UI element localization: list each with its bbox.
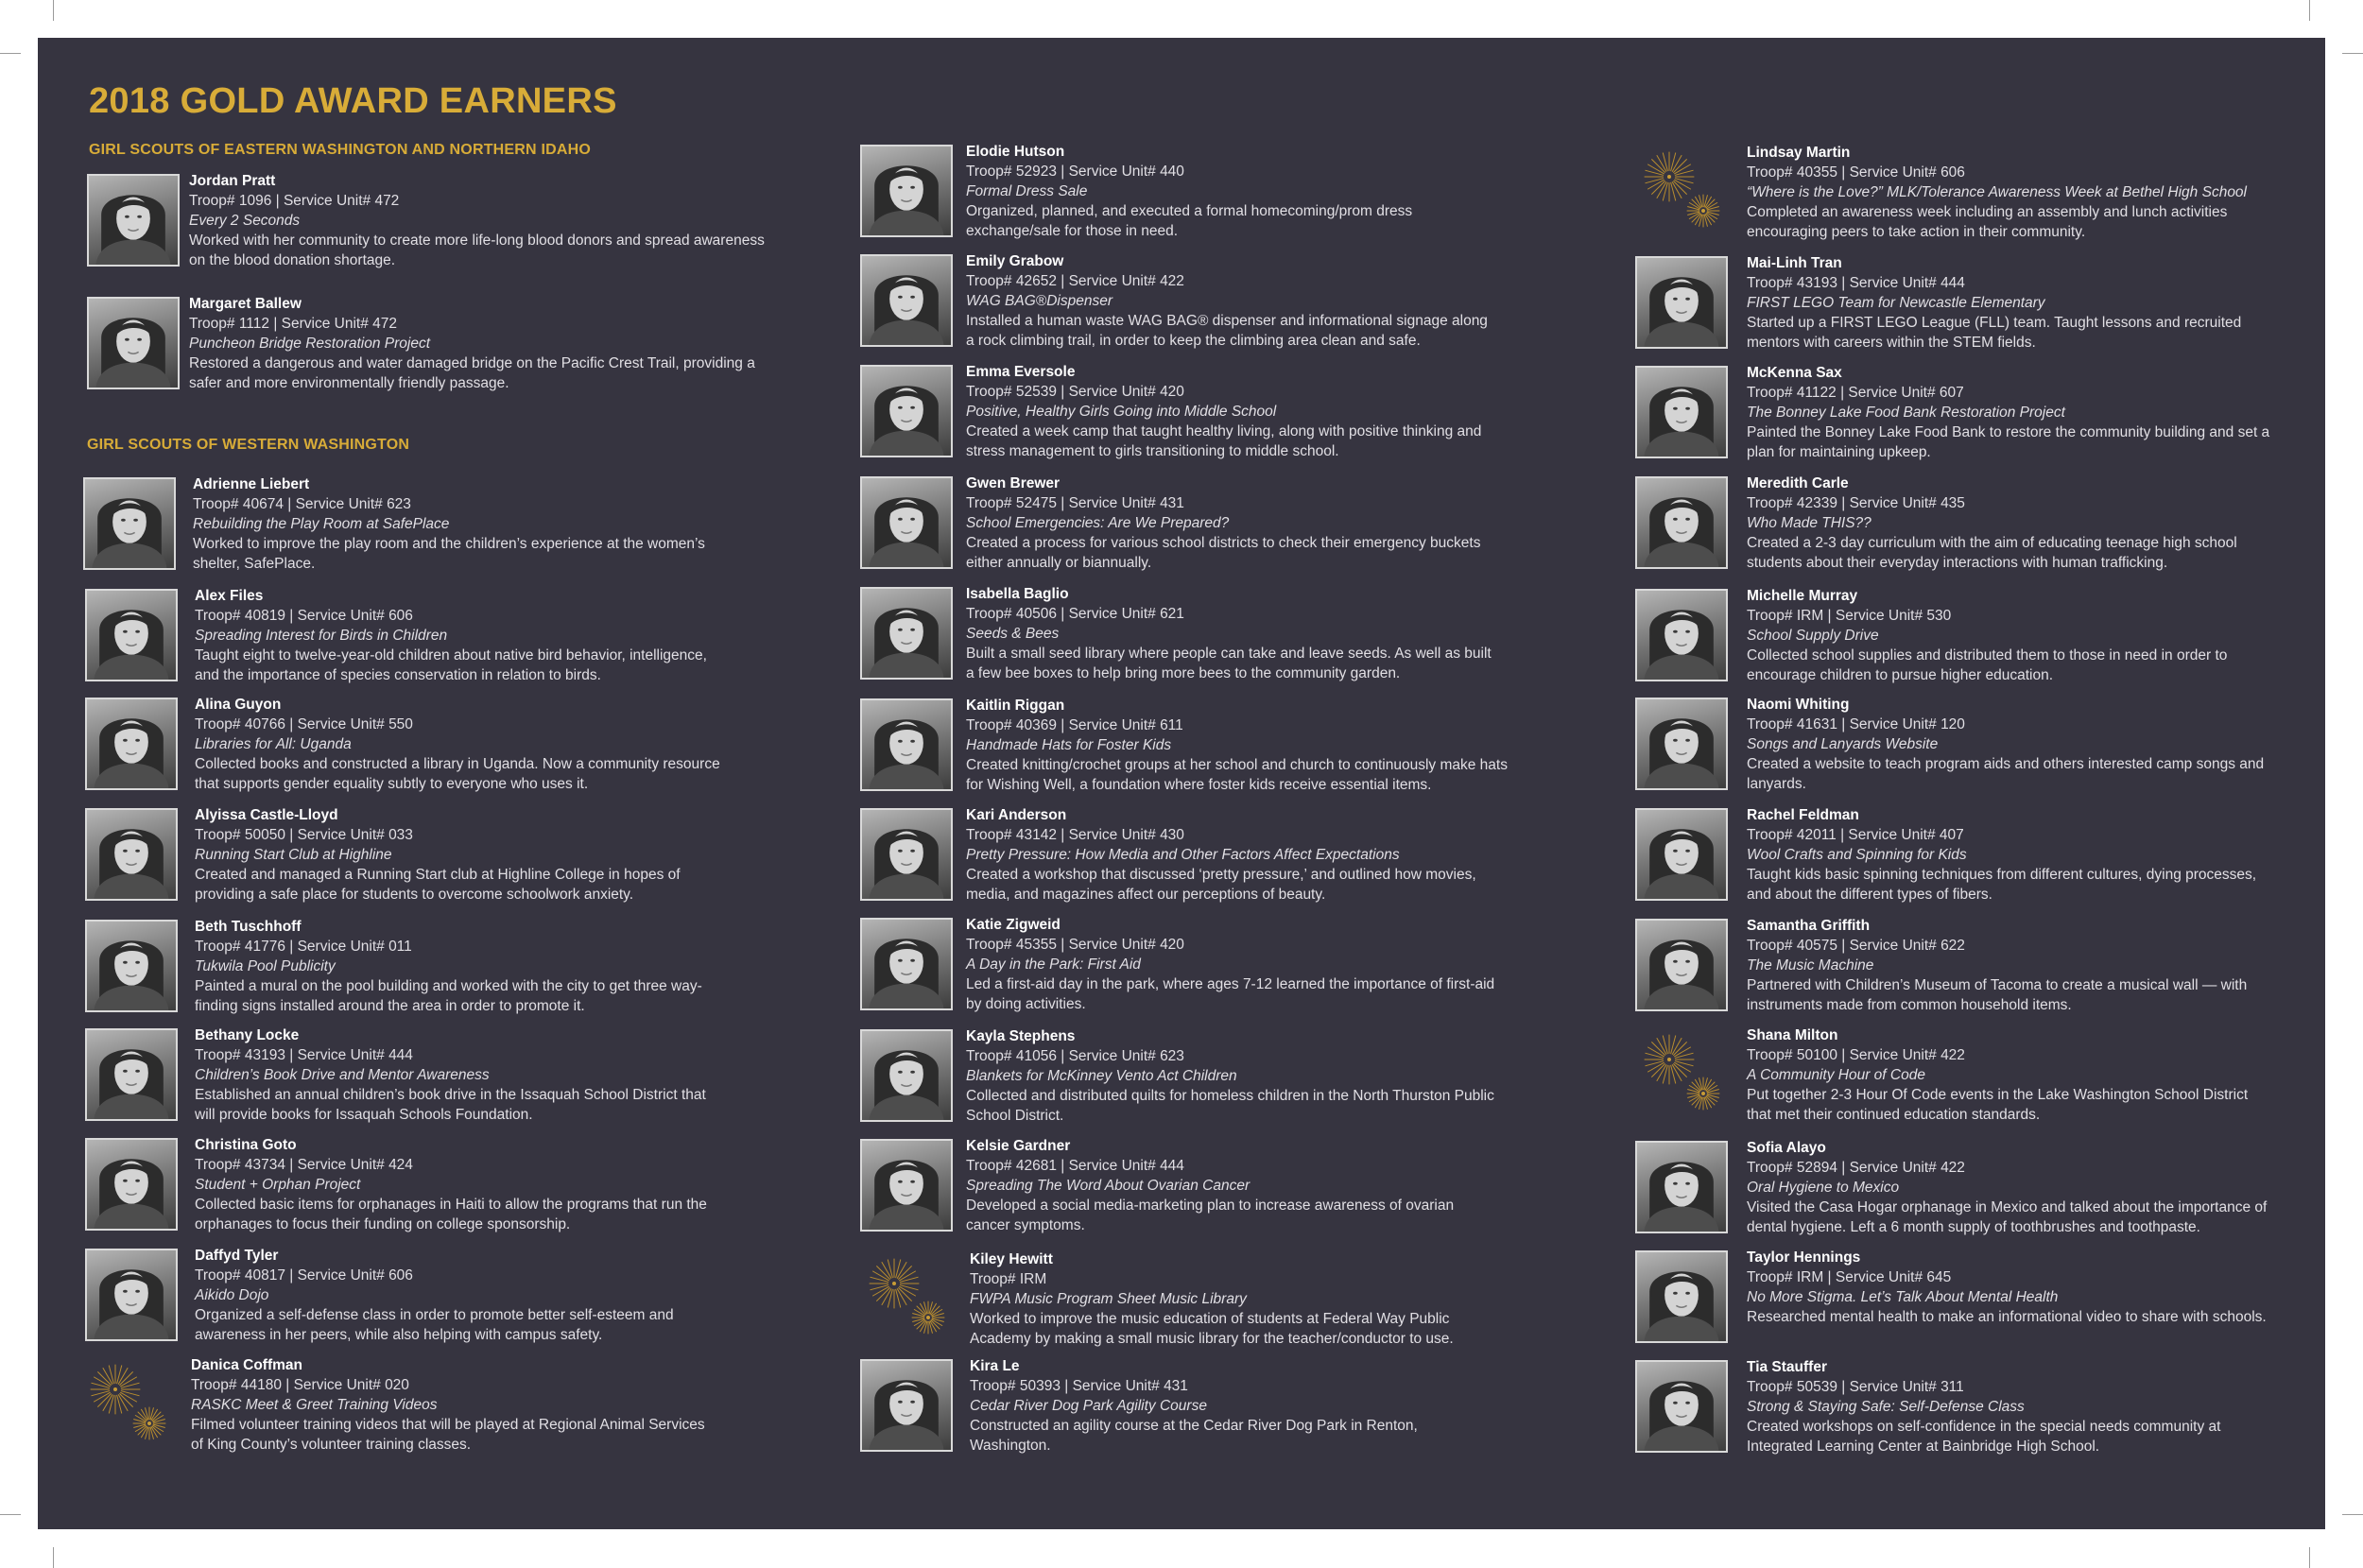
project-description: Created knitting/crochet groups at her school and church to continuously make hats for Wishing Well, a foundation where foster kids receive essential items. [966, 757, 1508, 793]
troop-info: Troop# IRM [970, 1271, 1047, 1287]
fireworks-icon [1635, 1025, 1730, 1120]
project-title: Running Start Club at Highline [195, 847, 392, 863]
earner-photo [1635, 698, 1728, 790]
earner-photo [1635, 256, 1728, 349]
earner-name: Samantha Griffith [1747, 918, 1871, 934]
earner-name: Lindsay Martin [1747, 145, 1851, 161]
project-description: Painted a mural on the pool building and worked with the city to get three way-finding signs installed around the area in order to promote it. [195, 978, 702, 1014]
project-title: “Where is the Love?” MLK/Tolerance Awareness Week at Bethel High School [1747, 184, 2247, 200]
project-title: Every 2 Seconds [189, 213, 301, 229]
troop-info: Troop# 42652 | Service Unit# 422 [966, 273, 1184, 289]
earner-text [195, 1246, 724, 1345]
fireworks-icon [81, 1355, 176, 1450]
project-title: Children’s Book Drive and Mentor Awareness [195, 1067, 490, 1083]
earner-name: Alyissa Castle-Lloyd [195, 807, 338, 823]
earner-text [1747, 1357, 2276, 1456]
earner-photo [1635, 1360, 1728, 1453]
earner-photo [1635, 808, 1728, 901]
earner-photo [1635, 919, 1728, 1011]
earner-name: Mai-Linh Tran [1747, 255, 1842, 271]
troop-info: Troop# 52894 | Service Unit# 422 [1747, 1160, 1965, 1176]
troop-info: Troop# 43193 | Service Unit# 444 [1747, 275, 1965, 291]
project-title: Spreading The Word About Ovarian Cancer [966, 1178, 1250, 1194]
earner-name: Rachel Feldman [1747, 807, 1859, 823]
troop-info: Troop# 50050 | Service Unit# 033 [195, 827, 413, 843]
earner-text [966, 474, 1495, 573]
project-description: Collected books and constructed a library in Uganda. Now a community resource that supports gender equality subtly to everyone who uses it. [195, 756, 720, 792]
earner-photo [1635, 476, 1728, 569]
earner-name: Kira Le [970, 1358, 1020, 1374]
project-description: Filmed volunteer training videos that will be played at Regional Animal Services of King County’s volunteer training classes. [191, 1417, 705, 1453]
earner-text [1747, 363, 2276, 462]
project-description: Researched mental health to make an informational video to share with schools. [1747, 1309, 2267, 1325]
earner-photo [860, 1029, 953, 1122]
project-title: Cedar River Dog Park Agility Course [970, 1398, 1207, 1414]
earner-name: Christina Goto [195, 1137, 297, 1153]
earner-photo [1635, 589, 1728, 681]
project-description: Painted the Bonney Lake Food Bank to restore the community building and set a plan for maintaining upkeep. [1747, 424, 2270, 460]
earner-text [193, 474, 722, 574]
earner-name: Margaret Ballew [189, 296, 302, 312]
earner-text [195, 586, 724, 685]
troop-info: Troop# 44180 | Service Unit# 020 [191, 1377, 409, 1393]
earner-text [189, 171, 766, 270]
project-description: Organized a self-defense class in order to promote better self-esteem and awareness in her peers, while also helping with campus safety. [195, 1307, 674, 1343]
project-title: WAG BAG®Dispenser [966, 293, 1113, 309]
brochure-panel [38, 38, 2325, 1529]
earner-text [1747, 143, 2276, 242]
troop-info: Troop# 45355 | Service Unit# 420 [966, 937, 1184, 953]
troop-info: Troop# 43142 | Service Unit# 430 [966, 827, 1184, 843]
earner-name: Kari Anderson [966, 807, 1067, 823]
project-description: Created a website to teach program aids and others interested camp songs and lanyards. [1747, 756, 2265, 792]
troop-info: Troop# 42681 | Service Unit# 444 [966, 1158, 1184, 1174]
project-description: Collected and distributed quilts for homeless children in the North Thurston Public School District. [966, 1088, 1494, 1124]
project-description: Installed a human waste WAG BAG® dispenser and informational signage along a rock climbing trail, in order to keep the climbing area clean and safe. [966, 313, 1488, 349]
troop-info: Troop# 40575 | Service Unit# 622 [1747, 938, 1965, 954]
project-description: Visited the Casa Hogar orphanage in Mexico and talked about the importance of dental hygiene. Left a 6 month supply of toothbrushes and toothpaste. [1747, 1199, 2268, 1235]
troop-info: Troop# 42339 | Service Unit# 435 [1747, 495, 1965, 511]
earner-name: Kiley Hewitt [970, 1251, 1053, 1267]
earner-photo [85, 698, 178, 790]
project-description: Collected school supplies and distributed them to those in need in order to encourage children to pursue higher education. [1747, 647, 2228, 683]
earner-text [966, 696, 1514, 795]
earner-photo [85, 1028, 178, 1121]
earner-photo [860, 365, 953, 457]
earner-text [1747, 916, 2276, 1015]
earner-photo [860, 587, 953, 680]
project-description: Created a week camp that taught healthy living, along with positive thinking and stress management to girls transitioning to middle school. [966, 423, 1482, 459]
project-description: Put together 2-3 Hour Of Code events in the Lake Washington School District that met their continued education standards. [1747, 1087, 2249, 1123]
earner-name: Kaitlin Riggan [966, 698, 1065, 714]
project-title: Oral Hygiene to Mexico [1747, 1180, 1900, 1196]
earner-photo [1635, 366, 1728, 458]
troop-info: Troop# 1096 | Service Unit# 472 [189, 193, 400, 209]
troop-info: Troop# 52539 | Service Unit# 420 [966, 384, 1184, 400]
project-title: Formal Dress Sale [966, 183, 1088, 199]
fireworks-icon [1635, 143, 1730, 237]
project-description: Organized, planned, and executed a formal homecoming/prom dress exchange/sale for those in need. [966, 203, 1413, 239]
project-description: Worked with her community to create more life-long blood donors and spread awareness on the blood donation shortage. [189, 233, 765, 268]
project-description: Created workshops on self-confidence in the special needs community at Integrated Learning Center at Bainbridge High School. [1747, 1419, 2221, 1455]
troop-info: Troop# 40506 | Service Unit# 621 [966, 606, 1184, 622]
earner-photo [87, 174, 180, 267]
earner-text [1747, 586, 2276, 685]
earner-text [1747, 1248, 2276, 1327]
project-title: Puncheon Bridge Restoration Project [189, 336, 431, 352]
council-heading-eastern: GIRL SCOUTS OF EASTERN WASHINGTON AND NORTHERN IDAHO [89, 142, 592, 158]
earner-text [195, 805, 724, 905]
earner-name: Bethany Locke [195, 1027, 300, 1043]
earner-name: Jordan Pratt [189, 173, 276, 189]
earner-text [1747, 695, 2276, 794]
project-description: Worked to improve the play room and the children’s experience at the women’s shelter, SafePlace. [193, 536, 705, 572]
earner-name: Shana Milton [1747, 1027, 1838, 1043]
earner-photo [83, 477, 176, 570]
council-heading-western: GIRL SCOUTS OF WESTERN WASHINGTON [87, 437, 410, 453]
earner-name: Michelle Murray [1747, 588, 1858, 604]
troop-info: Troop# 41122 | Service Unit# 607 [1747, 385, 1964, 401]
earner-text [966, 805, 1495, 905]
earner-text [195, 917, 724, 1016]
earner-photo [860, 145, 953, 237]
project-title: Libraries for All: Uganda [195, 736, 352, 752]
troop-info: Troop# 50539 | Service Unit# 311 [1747, 1379, 1964, 1395]
earner-text [195, 1135, 724, 1234]
project-title: Pretty Pressure: How Media and Other Factors Affect Expectations [966, 847, 1400, 863]
project-title: Who Made THIS?? [1747, 515, 1871, 531]
project-title: School Emergencies: Are We Prepared? [966, 515, 1230, 531]
earner-photo [87, 297, 180, 389]
earner-name: Tia Stauffer [1747, 1359, 1827, 1375]
troop-info: Troop# 40817 | Service Unit# 606 [195, 1267, 413, 1284]
project-title: A Day in the Park: First Aid [966, 956, 1141, 973]
troop-info: Troop# 52923 | Service Unit# 440 [966, 164, 1184, 180]
earner-text [1747, 1025, 2276, 1125]
fireworks-icon [860, 1249, 955, 1344]
project-title: Positive, Healthy Girls Going into Middle School [966, 404, 1277, 420]
earner-name: McKenna Sax [1747, 365, 1842, 381]
earner-photo [860, 918, 953, 1010]
project-title: School Supply Drive [1747, 628, 1879, 644]
earner-name: Gwen Brewer [966, 475, 1061, 491]
project-description: Collected basic items for orphanages in Haiti to allow the programs that run the orphanages to focus their funding on college sponsorship. [195, 1197, 707, 1232]
earner-photo [85, 920, 178, 1012]
troop-info: Troop# IRM | Service Unit# 645 [1747, 1269, 1952, 1285]
earner-name: Taylor Hennings [1747, 1249, 1861, 1266]
troop-info: Troop# 50393 | Service Unit# 431 [970, 1378, 1188, 1394]
troop-info: Troop# 40819 | Service Unit# 606 [195, 608, 413, 624]
earner-photo [85, 589, 178, 681]
earner-name: Adrienne Liebert [193, 476, 310, 492]
earner-photo [85, 1249, 178, 1341]
earner-text [195, 1025, 724, 1125]
earner-name: Naomi Whiting [1747, 697, 1850, 713]
earner-text [189, 294, 766, 393]
earner-name: Kelsie Gardner [966, 1138, 1071, 1154]
troop-info: Troop# 42011 | Service Unit# 407 [1747, 827, 1964, 843]
project-title: Seeds & Bees [966, 626, 1060, 642]
earner-text [970, 1249, 1499, 1349]
project-description: Created a workshop that discussed ‘pretty pressure,’ and outlined how movies, media, and magazines affect our perceptions of beauty. [966, 867, 1476, 903]
troop-info: Troop# IRM | Service Unit# 530 [1747, 608, 1952, 624]
earner-name: Sofia Alayo [1747, 1140, 1826, 1156]
project-title: Aikido Dojo [195, 1287, 269, 1303]
earner-name: Alex Files [195, 588, 264, 604]
project-description: Led a first-aid day in the park, where ages 7-12 learned the importance of first-aid by doing activities. [966, 976, 1495, 1012]
earner-text [966, 142, 1495, 241]
project-title: Spreading Interest for Birds in Children [195, 628, 448, 644]
project-title: The Bonney Lake Food Bank Restoration Project [1747, 405, 2065, 421]
earner-name: Isabella Baglio [966, 586, 1069, 602]
project-title: RASKC Meet & Greet Training Videos [191, 1397, 438, 1413]
project-title: Handmade Hats for Foster Kids [966, 737, 1172, 753]
earner-name: Daffyd Tyler [195, 1248, 279, 1264]
project-description: Developed a social media-marketing plan to increase awareness of ovarian cancer symptoms. [966, 1198, 1455, 1233]
project-title: The Music Machine [1747, 957, 1874, 974]
project-title: Songs and Lanyards Website [1747, 736, 1939, 752]
project-description: Created a process for various school districts to check their emergency buckets either annually or biannually. [966, 535, 1481, 571]
project-title: FWPA Music Program Sheet Music Library [970, 1291, 1247, 1307]
earner-text [970, 1356, 1499, 1456]
earner-photo [860, 476, 953, 569]
project-description: Taught eight to twelve-year-old children about native bird behavior, intelligence, and the importance of species conservation in relation to birds. [195, 647, 707, 683]
project-title: Blankets for McKinney Vento Act Children [966, 1068, 1237, 1084]
project-title: Strong & Staying Safe: Self-Defense Class [1747, 1399, 2025, 1415]
earner-text [1747, 474, 2276, 573]
earner-text [195, 695, 724, 794]
earner-text [966, 915, 1495, 1014]
project-description: Built a small seed library where people can take and leave seeds. As well as built a few bee boxes to help bring more bees to the community garden. [966, 646, 1492, 681]
earner-photo [860, 254, 953, 347]
earner-name: Danica Coffman [191, 1357, 302, 1373]
project-description: Partnered with Children’s Museum of Tacoma to create a musical wall — with instruments made from common household items. [1747, 977, 2248, 1013]
project-title: Rebuilding the Play Room at SafePlace [193, 516, 450, 532]
troop-info: Troop# 43734 | Service Unit# 424 [195, 1157, 413, 1173]
project-description: Created a 2-3 day curriculum with the aim of educating teenage high school students about their everyday interactions with human trafficking. [1747, 535, 2237, 571]
earner-name: Emma Eversole [966, 364, 1076, 380]
project-description: Constructed an agility course at the Cedar River Dog Park in Renton, Washington. [970, 1418, 1418, 1454]
project-description: Worked to improve the music education of students at Federal Way Public Academy by making a small music library for the teacher/conductor to use. [970, 1311, 1454, 1347]
earner-text [966, 584, 1495, 683]
earner-photo [860, 808, 953, 901]
earner-text [966, 362, 1495, 461]
earner-name: Emily Grabow [966, 253, 1064, 269]
earner-name: Katie Zigweid [966, 917, 1061, 933]
troop-info: Troop# 41631 | Service Unit# 120 [1747, 716, 1965, 732]
earner-text [966, 1026, 1495, 1126]
troop-info: Troop# 40674 | Service Unit# 623 [193, 496, 411, 512]
earner-text [966, 1136, 1495, 1235]
troop-info: Troop# 52475 | Service Unit# 431 [966, 495, 1184, 511]
project-title: Student + Orphan Project [195, 1177, 361, 1193]
earner-text [1747, 253, 2276, 353]
troop-info: Troop# 41776 | Service Unit# 011 [195, 939, 412, 955]
earner-photo [860, 698, 953, 791]
project-description: Started up a FIRST LEGO League (FLL) team. Taught lessons and recruited mentors with careers within the STEM fields. [1747, 315, 2242, 351]
earner-text [1747, 805, 2276, 905]
earner-photo [1635, 1141, 1728, 1233]
project-description: Restored a dangerous and water damaged bridge on the Pacific Crest Trail, providing a safer and more environmentally friendly passage. [189, 355, 755, 391]
earner-name: Meredith Carle [1747, 475, 1849, 491]
project-title: Wool Crafts and Spinning for Kids [1747, 847, 1967, 863]
troop-info: Troop# 40355 | Service Unit# 606 [1747, 164, 1965, 181]
project-description: Completed an awareness week including an assembly and lunch activities encouraging peers to take action in their community. [1747, 204, 2228, 240]
troop-info: Troop# 40766 | Service Unit# 550 [195, 716, 413, 732]
troop-info: Troop# 1112 | Service Unit# 472 [189, 316, 398, 332]
earner-text [191, 1355, 720, 1455]
troop-info: Troop# 43193 | Service Unit# 444 [195, 1047, 413, 1063]
earner-photo [85, 1138, 178, 1231]
page-title: 2018 GOLD AWARD EARNERS [89, 81, 617, 121]
project-title: No More Stigma. Let’s Talk About Mental Health [1747, 1289, 2059, 1305]
earner-name: Alina Guyon [195, 697, 282, 713]
earner-text [966, 251, 1495, 351]
troop-info: Troop# 50100 | Service Unit# 422 [1747, 1047, 1965, 1063]
troop-info: Troop# 41056 | Service Unit# 623 [966, 1048, 1184, 1064]
earner-photo [860, 1139, 953, 1232]
project-description: Established an annual children’s book drive in the Issaquah School District that will provide books for Issaquah Schools Foundation. [195, 1087, 706, 1123]
earner-photo [860, 1359, 953, 1452]
project-title: Tukwila Pool Publicity [195, 958, 336, 974]
project-description: Created and managed a Running Start club at Highline College in hopes of providing a safe place for students to overcome schoolwork anxiety. [195, 867, 681, 903]
earner-photo [1635, 1250, 1728, 1343]
earner-name: Beth Tuschhoff [195, 919, 302, 935]
troop-info: Troop# 40369 | Service Unit# 611 [966, 717, 1183, 733]
project-title: A Community Hour of Code [1747, 1067, 1925, 1083]
earner-name: Elodie Hutson [966, 144, 1065, 160]
project-description: Taught kids basic spinning techniques from different cultures, dying processes, and about the different types of fibers. [1747, 867, 2257, 903]
earner-photo [85, 808, 178, 901]
project-title: FIRST LEGO Team for Newcastle Elementary [1747, 295, 2045, 311]
earner-name: Kayla Stephens [966, 1028, 1076, 1044]
earner-text [1747, 1138, 2295, 1237]
